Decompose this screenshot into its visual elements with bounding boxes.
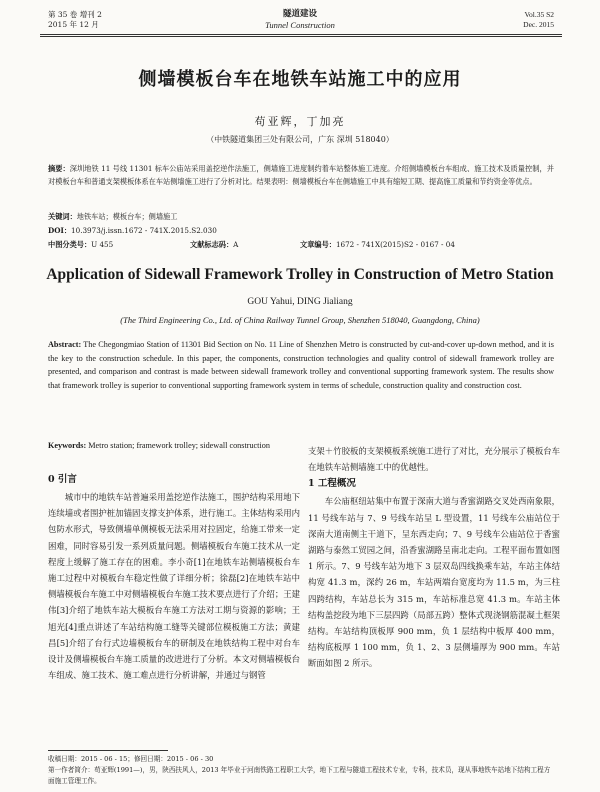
header-journal-cn: 隧道建设 [282, 9, 317, 19]
header-rule [40, 34, 562, 35]
keywords-cn [48, 212, 177, 222]
header-date-cn: 2015 年 12 月 [48, 20, 99, 29]
keywords-en-label: Keywords: [48, 441, 87, 450]
paper-title-cn: 侧墙模板台车在地铁车站施工中的应用 [138, 69, 462, 90]
abstract-cn-text: 深圳地铁 11 号线 11301 标车公庙站采用盖挖逆作法施工，侧墙施工进度制约着车站整体施工进度。介绍侧墙模板台车组成、施工技术及质量控制，并对模板台车和普通支架模板体系在车站侧墙施工进行了分析对比。结果表明：侧墙模板台车在侧墙施工中具有缩短工期、提高施工质量和节约资金等优点。 [48, 164, 554, 186]
authors-cn: 苟亚辉，丁加亮 [254, 115, 346, 128]
doi [48, 226, 217, 236]
doi-text: 10.3973/j.issn.1672 - 741X.2015.S2.030 [71, 226, 217, 235]
clc-label: 中图分类号： [48, 240, 92, 249]
intro-paragraph-continued: 支架＋竹胶板的支架模板系统施工进行了对比，充分展示了模板台车在地铁车站侧墙施工中的优越性。 [308, 446, 560, 473]
header-rule-2 [40, 36, 562, 37]
header-volume-en: Vol.35 S2 [524, 10, 554, 19]
section-heading-intro: 0 引言 [48, 474, 77, 485]
article-text: 1672 - 741X(2015)S2 - 0167 - 04 [335, 240, 455, 249]
clc-number [48, 240, 113, 250]
doi-label: DOI： [48, 226, 72, 235]
keywords-cn-label: 关键词： [48, 212, 77, 221]
footnote-received: 收稿日期：2015 - 06 - 15；修回日期：2015 - 06 - 30 [48, 755, 214, 763]
abstract-en-label: Abstract: [48, 340, 82, 349]
intro-paragraph: 城市中的地铁车站普遍采用盖挖逆作法施工，围护结构采用地下连续墙或者围护桩加锚固支撑支护体系，进行施工。主体结构采用内包防水形式，导致侧墙单侧模板无法采用对拉固定，给施工带来一定困难，同时容易引发一系列质量问题。侧墙模板台车施工技术从一定程度上缓解了施工存在的困难。李小奇[1]在地铁车站侧墙模板台车施工过程中对模板台车稳定性做了详细分析；徐磊[2]在地铁车站中侧墙模板台车施工中对侧墙模板台车施工技术要点进行了介绍；王建伟[3]介绍了地铁车站大模板台车施工方法对工期与资源的影响；王旭光[4]重点讲述了车站结构施工缝等关键部位模板施工方法；黄建昌[5]介绍了台行式边墙模板台车的研制及在地铁结构工程中对台车设计及侧墙模板台车施工质量的改进进行了分析。本文对侧墙模板台车组成、施工技术、施工难点进行分析讲解，并通过与钢管 [48, 492, 300, 681]
header-date-en: Dec. 2015 [523, 20, 554, 29]
doc-text: A [233, 240, 239, 249]
abstract-cn [48, 162, 554, 188]
footnote [48, 754, 554, 787]
body-left-column [48, 471, 300, 683]
abstract-en-text: The Chegongmiao Station of 11301 Bid Section on No. 11 Line of Shenzhen Metro is constructed by cut-and-cover up-down method, and it is the key to the construction schedule. In this paper, the components, construction technologies and quality control of sidewall framework trolley are presented, and comparison and contrast is made between sidewall framework trolley and conventional supporting framework system. The results show that framework trolley is superior to conventional supporting framework system in terms of schedule, construction quality and construction cost. [48, 340, 554, 390]
article-label: 文章编号： [300, 240, 336, 249]
article-number [300, 240, 455, 250]
affiliation-cn: （中铁隧道集团三处有限公司，广东 深圳 518040） [206, 135, 394, 144]
keywords-en-text: Metro station; framework trolley; sidewall construction [86, 441, 270, 450]
authors-en: GOU Yahui, DING Jialiang [247, 297, 353, 307]
paper-title-en: Application of Sidewall Framework Trolley in Construction of Metro Station [46, 266, 554, 283]
header-journal-en: Tunnel Construction [265, 20, 335, 30]
body-right-column [308, 443, 560, 672]
document-code [190, 240, 238, 250]
doc-label: 文献标志码： [190, 240, 234, 249]
keywords-cn-text: 地铁车站；模板台车；侧墙施工 [76, 212, 178, 221]
keywords-en [48, 441, 270, 450]
footnote-rule [48, 750, 168, 751]
abstract-cn-label: 摘要： [48, 164, 70, 173]
clc-text: U 455 [91, 240, 114, 249]
abstract-en [48, 338, 554, 392]
section-heading-overview: 1 工程概况 [308, 478, 356, 490]
affiliation-en: (The Third Engineering Co., Ltd. of China Railway Tunnel Group, Shenzhen 518040, Guangdong, China) [120, 315, 480, 325]
overview-paragraph: 车公庙枢纽站集中布置于深南大道与香蜜湖路交叉处西南象限，11 号线车站与 7、9 号线车站呈 L 型设置，11 号线车公庙站位于深南大道南侧主干道下，呈东西走向；7、9 号线车公庙站位于香蜜湖路与泰然工贸园之间，沿香蜜湖路呈南北走向。工程平面布置如图 1 所示。7、9 号线车站为地下 3 层双岛四线换乘车站，车站主体结构宽 41.3 m，深约 26 m，车站两端台宽度均为 11.5 m，为三柱四跨结构，车站总长为 315 m，车站标准总宽 41.3 m。车站主体结构盖挖段为地下三层四跨（局部五跨）整体式现浇钢筋混凝土框架结构。车站结构顶板厚 900 mm，负 1 层结构中板厚 400 mm，结构底板厚 1 100 mm，负 1、2、3 层侧墙厚为 900 mm。车站断面如图 2 所示。 [308, 496, 560, 669]
footnote-author-bio: 第一作者简介：苟亚辉(1991—)，男，陕西扶风人，2013 年毕业于河南铁路工程职工大学，地下工程与隧道工程技术专业，专科，技术员，现从事地铁车站地下结构工程方面施工管理工作。 [48, 766, 551, 785]
header-volume: 第 35 卷 增刊 2 [48, 10, 102, 19]
